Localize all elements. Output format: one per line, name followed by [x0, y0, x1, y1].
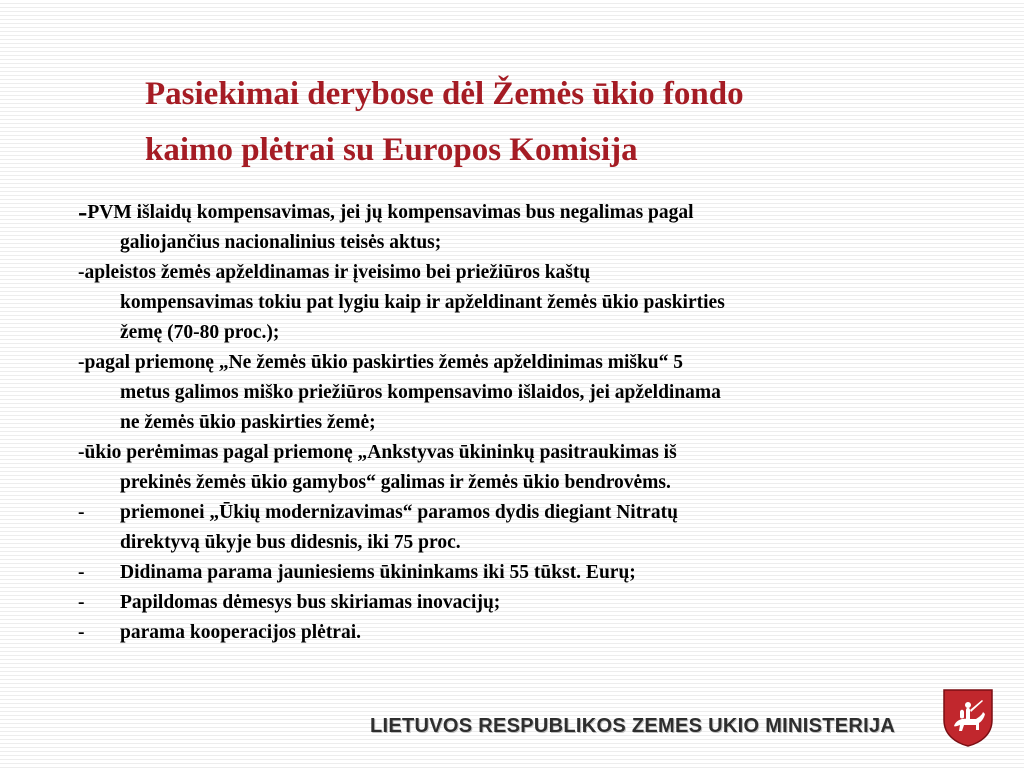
list-item — [78, 498, 958, 558]
lithuania-coat-of-arms-icon — [942, 688, 994, 748]
list-item — [78, 348, 958, 438]
list-item-text: priemonei „Ūkių modernizavimas“ paramos dydis diegiant Nitratų — [120, 502, 678, 523]
list-item — [78, 438, 958, 498]
list-item-continuation: žemę (70-80 proc.); — [120, 322, 280, 343]
list-bullet: - — [78, 442, 85, 463]
list-item — [78, 258, 958, 348]
list-item — [78, 558, 958, 588]
list-item-continuation: kompensavimas tokiu pat lygiu kaip ir apželdinant žemės ūkio paskirties — [120, 292, 725, 313]
title-line-2: kaimo plėtrai su Europos Komisija — [145, 132, 638, 168]
list-bullet: - — [78, 592, 85, 613]
list-bullet: - — [78, 562, 85, 583]
list-item-continuation: metus galimos miško priežiūros kompensavimo išlaidos, jei apželdinama — [120, 382, 721, 403]
list-item — [78, 198, 958, 258]
list-item-continuation: galiojančius nacionalinius teisės aktus; — [120, 232, 442, 253]
list-item-text: apleistos žemės apželdinamas ir įveisimo bei priežiūros kaštų — [84, 262, 591, 283]
list-item-continuation: prekinės žemės ūkio gamybos“ galimas ir žemės ūkio bendrovėms. — [120, 472, 671, 493]
list-item-text: ūkio perėmimas pagal priemonę „Ankstyvas ūkininkų pasitraukimas iš — [84, 442, 677, 463]
list-bullet: - — [78, 197, 88, 228]
list-item — [78, 618, 958, 648]
list-item-text: Didinama parama jauniesiems ūkininkams iki 55 tūkst. Eurų; — [120, 562, 636, 583]
list-bullet: - — [78, 352, 85, 373]
list-item-text: pagal priemonę „Ne žemės ūkio paskirties žemės apželdinimas mišku“ 5 — [84, 352, 684, 373]
list-item-continuation: direktyvą ūkyje bus didesnis, iki 75 proc. — [120, 532, 461, 553]
list-item-continuation: ne žemės ūkio paskirties žemė; — [120, 412, 376, 433]
achievements-list — [78, 198, 958, 648]
list-item-text: PVM išlaidų kompensavimas, jei jų kompensavimas bus negalimas pagal — [87, 202, 694, 223]
title-line-1: Pasiekimai derybose dėl Žemės ūkio fondo — [145, 76, 744, 112]
list-bullet: - — [78, 262, 85, 283]
list-item — [78, 588, 958, 618]
slide-title — [145, 66, 965, 178]
list-item-text: Papildomas dėmesys bus skiriamas inovacijų; — [120, 592, 501, 613]
list-item-text: parama kooperacijos plėtrai. — [120, 622, 362, 643]
ministry-name: LIETUVOS RESPUBLIKOS ZEMES UKIO MINISTERIJA — [370, 715, 896, 737]
list-bullet: - — [78, 502, 85, 523]
list-bullet: - — [78, 622, 85, 643]
